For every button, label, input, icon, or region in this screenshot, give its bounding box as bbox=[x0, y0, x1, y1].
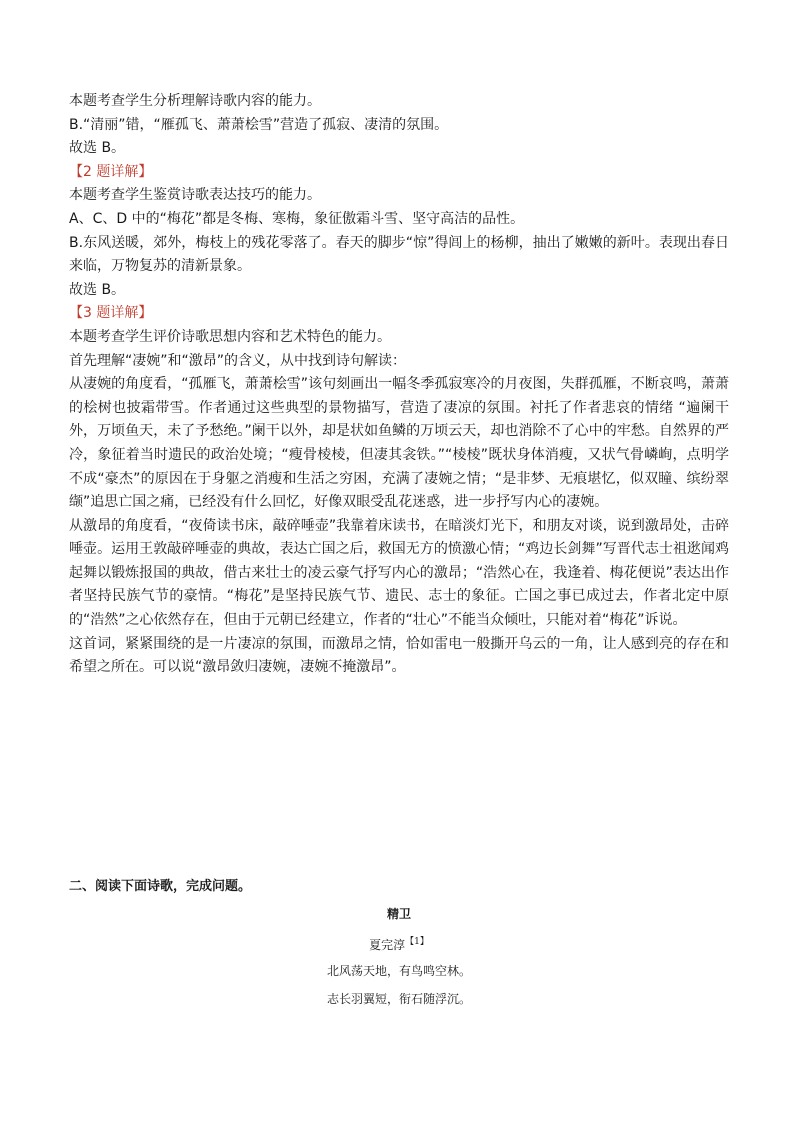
section3-line2: 首先理解“凄婉”和“激昂”的含义，从中找到诗句解读： bbox=[69, 352, 407, 369]
section3-para1: 从凄婉的角度看，“孤雁飞，萧萧桧雪”该句刻画出一幅冬季孤寂寒冷的月夜图，失群孤雁，不断哀鸣，萧萧的桧树也披霜带雪。作者通过这些典型的景物描写，营造了凄凉的氛围。衬托了作者悲哀的情绪 “遍阑干外，万顷鱼天，未了予愁绝。”阑干以外，却是状如鱼鳞的万顷云天，却也消除不了心中的牢愁。自然界的严冷，象征着当时遗民的政治处境；“瘦骨棱棱，但凄其衾铁。”“棱棱”既状身体消瘦，又状气骨嶙峋，点明学不成“豪杰”的原因在于身躯之消瘦和生活之穷困，充满了凄婉之情；“是非梦、无痕堪忆，似双瞳、缤纷翠缬”追思亡国之痛，已经没有什么回忆，好像双眼受乱花迷惑，进一步抒写内心的凄婉。 bbox=[69, 376, 729, 511]
poem-author-line bbox=[69, 934, 729, 953]
section3-heading: 【3 题详解】 bbox=[69, 305, 153, 322]
poem-line-1: 北风荡天地，有鸟鸣空林。 bbox=[326, 964, 471, 978]
section2-line3: B.东风送暖，郊外，梅枝上的残花零落了。春天的脚步“惊”得闾上的杨柳，抽出了嫩嫩的新叶。表现出春日来临，万物复苏的清新景象。 bbox=[69, 234, 729, 275]
section1-line1: 本题考查学生分析理解诗歌内容的能力。 bbox=[69, 93, 321, 109]
section2-heading: 【2 题详解】 bbox=[69, 163, 153, 180]
section3-line1: 本题考查学生评价诗歌思想内容和艺术特色的能力。 bbox=[69, 328, 391, 345]
section2-line2: A、C、D 中的“梅花”都是冬梅、寒梅，象征傲霜斗雪、坚守高洁的品性。 bbox=[69, 210, 525, 227]
part2-title: 二、阅读下面诗歌，完成问题。 bbox=[69, 879, 252, 894]
poem-line-2: 志长羽翼短，衔石随浮沉。 bbox=[326, 992, 471, 1006]
poem-author: 夏完淳 bbox=[369, 938, 406, 952]
section2-line1: 本题考查学生鉴赏诗歌表达技巧的能力。 bbox=[69, 187, 321, 204]
poem-title: 精卫 bbox=[386, 907, 411, 921]
section3-para2: 从激昂的角度看，“夜倚读书床，敲碎唾壶”我靠着床读书，在暗淡灯光下，和朋友对谈，说到激昂处，击碎唾壶。运用王敦敲碎唾壶的典故，表达亡国之后，救国无方的愤激心情；“鸡边长剑舞”写晋代志士祖逖闻鸡起舞以锻炼报国的典故，借古来壮士的凌云豪气抒写内心的激昂；“浩然心在，我逢着、梅花便说”表达出作者坚持民族气节的豪情。“梅花”是坚持民族气节、遗民、志士的象征。亡国之事已成过去，作者北定中原的“浩然”之心依然存在，但由于元朝已经建立，作者的“壮心”不能当众倾吐，只能对着“梅花”诉说。 bbox=[69, 517, 729, 629]
section1-line2: B.“清丽”错，“雁孤飞、萧萧桧雪”营造了孤寂、凄清的氛围。 bbox=[69, 116, 449, 133]
answer-explanation bbox=[69, 90, 729, 680]
poem-footnote-marker: 【1】 bbox=[405, 937, 429, 947]
section1-line3: 故选 B。 bbox=[69, 140, 126, 157]
section3-para3: 这首词，紧紧围绕的是一片凄凉的氛围，而激昂之情，恰如雷电一般撕开乌云的一角，让人感到亮的存在和希望之所在。可以说“激昂敛归凄婉，凄婉不掩激昂”。 bbox=[69, 635, 729, 676]
section2-line4: 故选 B。 bbox=[69, 281, 126, 298]
